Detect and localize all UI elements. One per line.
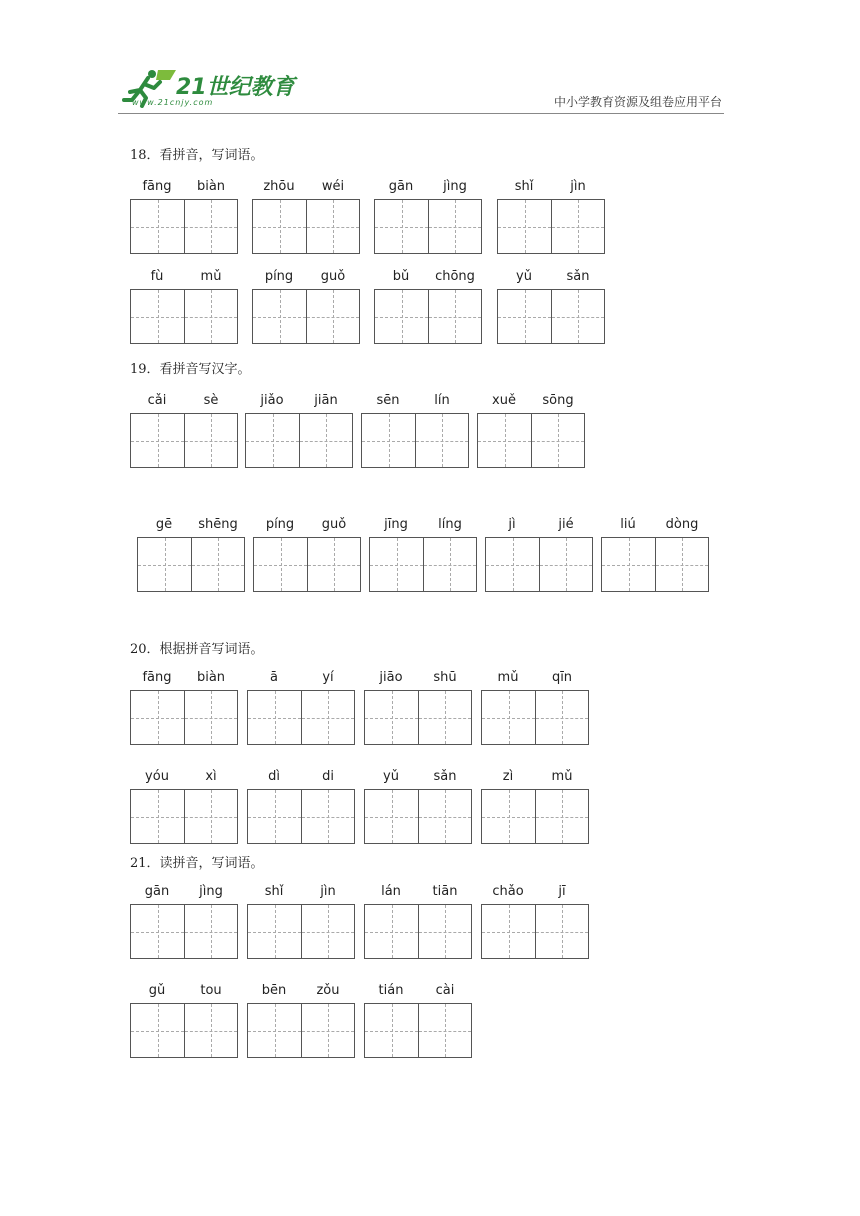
writing-box[interactable] bbox=[481, 904, 535, 959]
character-cell bbox=[364, 880, 418, 959]
word-grid bbox=[130, 389, 238, 468]
writing-box[interactable] bbox=[415, 413, 469, 468]
writing-box[interactable] bbox=[418, 789, 472, 844]
writing-box[interactable] bbox=[535, 904, 589, 959]
pinyin-label: líng bbox=[438, 517, 462, 532]
pinyin-label: cài bbox=[435, 983, 455, 998]
pinyin-label: liú bbox=[620, 517, 636, 532]
writing-box[interactable] bbox=[184, 1003, 238, 1058]
word-grid bbox=[364, 979, 472, 1058]
character-cell bbox=[485, 513, 539, 592]
pinyin-label: xuě bbox=[492, 393, 516, 408]
character-cell bbox=[252, 175, 306, 254]
word-grid bbox=[130, 979, 238, 1058]
word-grid bbox=[245, 389, 353, 468]
character-cell bbox=[497, 175, 551, 254]
question-title: 19．看拼音写汉字。 bbox=[130, 362, 251, 377]
pinyin-label: jìng bbox=[443, 179, 467, 194]
pinyin-label: mǔ bbox=[497, 670, 519, 685]
writing-box[interactable] bbox=[301, 789, 355, 844]
page-header bbox=[118, 66, 724, 114]
writing-box[interactable] bbox=[655, 537, 709, 592]
character-cell bbox=[130, 175, 184, 254]
writing-box[interactable] bbox=[247, 1003, 301, 1058]
writing-box[interactable] bbox=[601, 537, 655, 592]
pinyin-label: bǔ bbox=[392, 269, 410, 284]
pinyin-label: jīng bbox=[384, 517, 408, 532]
writing-box[interactable] bbox=[184, 904, 238, 959]
writing-box[interactable] bbox=[253, 537, 307, 592]
character-cell bbox=[364, 765, 418, 844]
character-cell bbox=[655, 513, 709, 592]
writing-box[interactable] bbox=[535, 690, 589, 745]
word-grid bbox=[364, 880, 472, 959]
writing-box[interactable] bbox=[252, 199, 306, 254]
writing-box[interactable] bbox=[364, 904, 418, 959]
writing-box[interactable] bbox=[130, 289, 184, 344]
pinyin-label: chōng bbox=[435, 269, 475, 284]
pinyin-label: zǒu bbox=[316, 983, 340, 998]
character-cell bbox=[418, 880, 472, 959]
character-cell bbox=[418, 979, 472, 1058]
character-cell bbox=[130, 979, 184, 1058]
character-cell bbox=[247, 666, 301, 745]
writing-box[interactable] bbox=[247, 904, 301, 959]
word-grid bbox=[137, 513, 245, 592]
character-cell bbox=[130, 265, 184, 344]
writing-box[interactable] bbox=[184, 289, 238, 344]
character-cell bbox=[497, 265, 551, 344]
character-cell bbox=[428, 265, 482, 344]
writing-box[interactable] bbox=[481, 789, 535, 844]
pinyin-label: fāng bbox=[142, 670, 172, 685]
writing-box[interactable] bbox=[535, 789, 589, 844]
character-cell bbox=[191, 513, 245, 592]
character-cell bbox=[369, 513, 423, 592]
pinyin-label: tián bbox=[378, 983, 404, 998]
pinyin-label: jié bbox=[558, 517, 574, 532]
header-divider bbox=[118, 113, 724, 114]
writing-box[interactable] bbox=[481, 690, 535, 745]
pinyin-label: gǔ bbox=[148, 983, 166, 998]
word-grid bbox=[247, 666, 355, 745]
pinyin-label: yǔ bbox=[383, 769, 399, 784]
word-grid bbox=[481, 880, 589, 959]
pinyin-label: lín bbox=[434, 393, 450, 408]
character-cell bbox=[306, 265, 360, 344]
character-cell bbox=[130, 666, 184, 745]
character-cell bbox=[252, 265, 306, 344]
writing-box[interactable] bbox=[428, 289, 482, 344]
pinyin-label: shēng bbox=[198, 517, 238, 532]
pinyin-label: jì bbox=[508, 517, 516, 532]
character-cell bbox=[535, 880, 589, 959]
character-cell bbox=[184, 666, 238, 745]
pinyin-label: guǒ bbox=[320, 269, 346, 284]
writing-box[interactable] bbox=[301, 904, 355, 959]
word-grid bbox=[481, 666, 589, 745]
character-cell bbox=[551, 175, 605, 254]
writing-box[interactable] bbox=[418, 1003, 472, 1058]
word-grid bbox=[481, 765, 589, 844]
site-logo bbox=[120, 66, 300, 112]
question-title: 18．看拼音，写词语。 bbox=[130, 148, 264, 163]
pinyin-label: jìng bbox=[199, 884, 223, 899]
word-grid bbox=[253, 513, 361, 592]
pinyin-label: shǐ bbox=[264, 884, 284, 899]
writing-box[interactable] bbox=[364, 789, 418, 844]
pinyin-label: jìn bbox=[320, 884, 336, 899]
word-grid bbox=[130, 265, 238, 344]
character-cell bbox=[374, 265, 428, 344]
pinyin-label: biàn bbox=[196, 670, 226, 685]
pinyin-label: gān bbox=[388, 179, 414, 194]
writing-box[interactable] bbox=[252, 289, 306, 344]
pinyin-label: mǔ bbox=[200, 269, 222, 284]
writing-box[interactable] bbox=[374, 199, 428, 254]
word-grid bbox=[247, 880, 355, 959]
word-grid bbox=[364, 765, 472, 844]
pinyin-label: di bbox=[322, 769, 334, 784]
pinyin-label: cǎi bbox=[147, 393, 167, 408]
pinyin-label: wéi bbox=[321, 179, 345, 194]
pinyin-label: chǎo bbox=[492, 884, 524, 899]
pinyin-label: zhōu bbox=[263, 179, 295, 194]
writing-box[interactable] bbox=[428, 199, 482, 254]
header-tagline: 中小学教育资源及组卷应用平台 bbox=[553, 95, 722, 109]
character-cell bbox=[130, 880, 184, 959]
character-cell bbox=[301, 765, 355, 844]
brand-url: www.21cnjy.com bbox=[132, 98, 214, 107]
pinyin-label: sǎn bbox=[566, 269, 590, 284]
writing-box[interactable] bbox=[184, 199, 238, 254]
question-title: 20．根据拼音写词语。 bbox=[130, 642, 264, 657]
pinyin-label: yóu bbox=[145, 769, 169, 784]
writing-box[interactable] bbox=[551, 289, 605, 344]
pinyin-label: fāng bbox=[142, 179, 172, 194]
writing-box[interactable] bbox=[130, 199, 184, 254]
word-grid bbox=[252, 175, 360, 254]
writing-box[interactable] bbox=[245, 413, 299, 468]
word-grid bbox=[485, 513, 593, 592]
pinyin-label: ā bbox=[270, 670, 278, 685]
character-cell bbox=[247, 979, 301, 1058]
writing-box[interactable] bbox=[361, 413, 415, 468]
pinyin-label: gān bbox=[144, 884, 170, 899]
character-cell bbox=[481, 666, 535, 745]
word-grid bbox=[369, 513, 477, 592]
character-cell bbox=[364, 666, 418, 745]
character-cell bbox=[481, 765, 535, 844]
writing-box[interactable] bbox=[374, 289, 428, 344]
writing-box[interactable] bbox=[301, 690, 355, 745]
word-grid bbox=[497, 265, 605, 344]
pinyin-label: biàn bbox=[196, 179, 226, 194]
character-cell bbox=[535, 666, 589, 745]
writing-box[interactable] bbox=[539, 537, 593, 592]
pinyin-label: shū bbox=[433, 670, 457, 685]
writing-box[interactable] bbox=[423, 537, 477, 592]
word-grid bbox=[497, 175, 605, 254]
character-cell bbox=[245, 389, 299, 468]
pinyin-label: qīn bbox=[551, 670, 573, 685]
writing-box[interactable] bbox=[130, 1003, 184, 1058]
word-grid bbox=[477, 389, 585, 468]
character-cell bbox=[535, 765, 589, 844]
pinyin-label: lán bbox=[381, 884, 401, 899]
pinyin-label: píng bbox=[264, 269, 294, 284]
character-cell bbox=[184, 389, 238, 468]
writing-box[interactable] bbox=[531, 413, 585, 468]
character-cell bbox=[184, 265, 238, 344]
writing-box[interactable] bbox=[184, 789, 238, 844]
character-cell bbox=[184, 765, 238, 844]
character-cell bbox=[301, 666, 355, 745]
character-cell bbox=[428, 175, 482, 254]
writing-box[interactable] bbox=[130, 690, 184, 745]
pinyin-label: sēn bbox=[376, 393, 400, 408]
character-cell bbox=[374, 175, 428, 254]
character-cell bbox=[481, 880, 535, 959]
word-grid bbox=[364, 666, 472, 745]
pinyin-label: sōng bbox=[542, 393, 574, 408]
question-title: 21．读拼音，写词语。 bbox=[130, 856, 264, 871]
character-cell bbox=[601, 513, 655, 592]
character-cell bbox=[418, 765, 472, 844]
character-cell bbox=[184, 979, 238, 1058]
word-grid bbox=[130, 880, 238, 959]
pinyin-label: guǒ bbox=[321, 517, 347, 532]
pinyin-label: jiāo bbox=[379, 670, 403, 685]
writing-box[interactable] bbox=[364, 690, 418, 745]
writing-box[interactable] bbox=[137, 537, 191, 592]
pinyin-label: yǔ bbox=[516, 269, 532, 284]
writing-box[interactable] bbox=[551, 199, 605, 254]
character-cell bbox=[531, 389, 585, 468]
pinyin-label: sǎn bbox=[433, 769, 457, 784]
writing-box[interactable] bbox=[184, 690, 238, 745]
character-cell bbox=[307, 513, 361, 592]
character-cell bbox=[364, 979, 418, 1058]
word-grid bbox=[130, 666, 238, 745]
character-cell bbox=[130, 389, 184, 468]
writing-box[interactable] bbox=[184, 413, 238, 468]
word-grid bbox=[247, 765, 355, 844]
character-cell bbox=[306, 175, 360, 254]
writing-box[interactable] bbox=[418, 904, 472, 959]
pinyin-label: bēn bbox=[261, 983, 287, 998]
character-cell bbox=[418, 666, 472, 745]
character-cell bbox=[551, 265, 605, 344]
word-grid bbox=[374, 175, 482, 254]
character-cell bbox=[130, 765, 184, 844]
writing-box[interactable] bbox=[485, 537, 539, 592]
writing-box[interactable] bbox=[306, 199, 360, 254]
writing-box[interactable] bbox=[301, 1003, 355, 1058]
pinyin-label: jī bbox=[558, 884, 566, 899]
character-cell bbox=[299, 389, 353, 468]
word-grid bbox=[130, 765, 238, 844]
word-grid bbox=[247, 979, 355, 1058]
word-grid bbox=[374, 265, 482, 344]
pinyin-label: zì bbox=[502, 769, 514, 784]
character-cell bbox=[477, 389, 531, 468]
writing-box[interactable] bbox=[364, 1003, 418, 1058]
pinyin-label: jiǎo bbox=[260, 393, 284, 408]
writing-box[interactable] bbox=[306, 289, 360, 344]
word-grid bbox=[252, 265, 360, 344]
character-cell bbox=[361, 389, 415, 468]
character-cell bbox=[301, 880, 355, 959]
pinyin-label: tiān bbox=[432, 884, 458, 899]
character-cell bbox=[253, 513, 307, 592]
writing-box[interactable] bbox=[130, 413, 184, 468]
pinyin-label: xì bbox=[205, 769, 217, 784]
writing-box[interactable] bbox=[299, 413, 353, 468]
word-grid bbox=[601, 513, 709, 592]
word-grid bbox=[361, 389, 469, 468]
pinyin-label: fù bbox=[150, 269, 164, 284]
brand-name: 21世纪教育 bbox=[176, 75, 295, 100]
writing-box[interactable] bbox=[247, 690, 301, 745]
pinyin-label: gē bbox=[155, 517, 173, 532]
pinyin-label: dì bbox=[268, 769, 280, 784]
pinyin-label: mǔ bbox=[551, 769, 573, 784]
pinyin-label: sè bbox=[203, 393, 219, 408]
character-cell bbox=[415, 389, 469, 468]
character-cell bbox=[539, 513, 593, 592]
writing-box[interactable] bbox=[418, 690, 472, 745]
pinyin-label: jìn bbox=[570, 179, 586, 194]
character-cell bbox=[247, 765, 301, 844]
character-cell bbox=[137, 513, 191, 592]
character-cell bbox=[184, 175, 238, 254]
pinyin-label: yí bbox=[322, 670, 334, 685]
character-cell bbox=[184, 880, 238, 959]
character-cell bbox=[247, 880, 301, 959]
pinyin-label: dòng bbox=[665, 517, 699, 532]
pinyin-label: píng bbox=[265, 517, 295, 532]
writing-box[interactable] bbox=[497, 289, 551, 344]
writing-box[interactable] bbox=[477, 413, 531, 468]
pinyin-label: tou bbox=[200, 983, 222, 998]
character-cell bbox=[301, 979, 355, 1058]
character-cell bbox=[423, 513, 477, 592]
writing-box[interactable] bbox=[307, 537, 361, 592]
writing-box[interactable] bbox=[191, 537, 245, 592]
writing-box[interactable] bbox=[369, 537, 423, 592]
pinyin-label: jiān bbox=[314, 393, 338, 408]
writing-box[interactable] bbox=[130, 904, 184, 959]
writing-box[interactable] bbox=[130, 789, 184, 844]
writing-box[interactable] bbox=[247, 789, 301, 844]
writing-box[interactable] bbox=[497, 199, 551, 254]
word-grid bbox=[130, 175, 238, 254]
pinyin-label: shǐ bbox=[514, 179, 534, 194]
